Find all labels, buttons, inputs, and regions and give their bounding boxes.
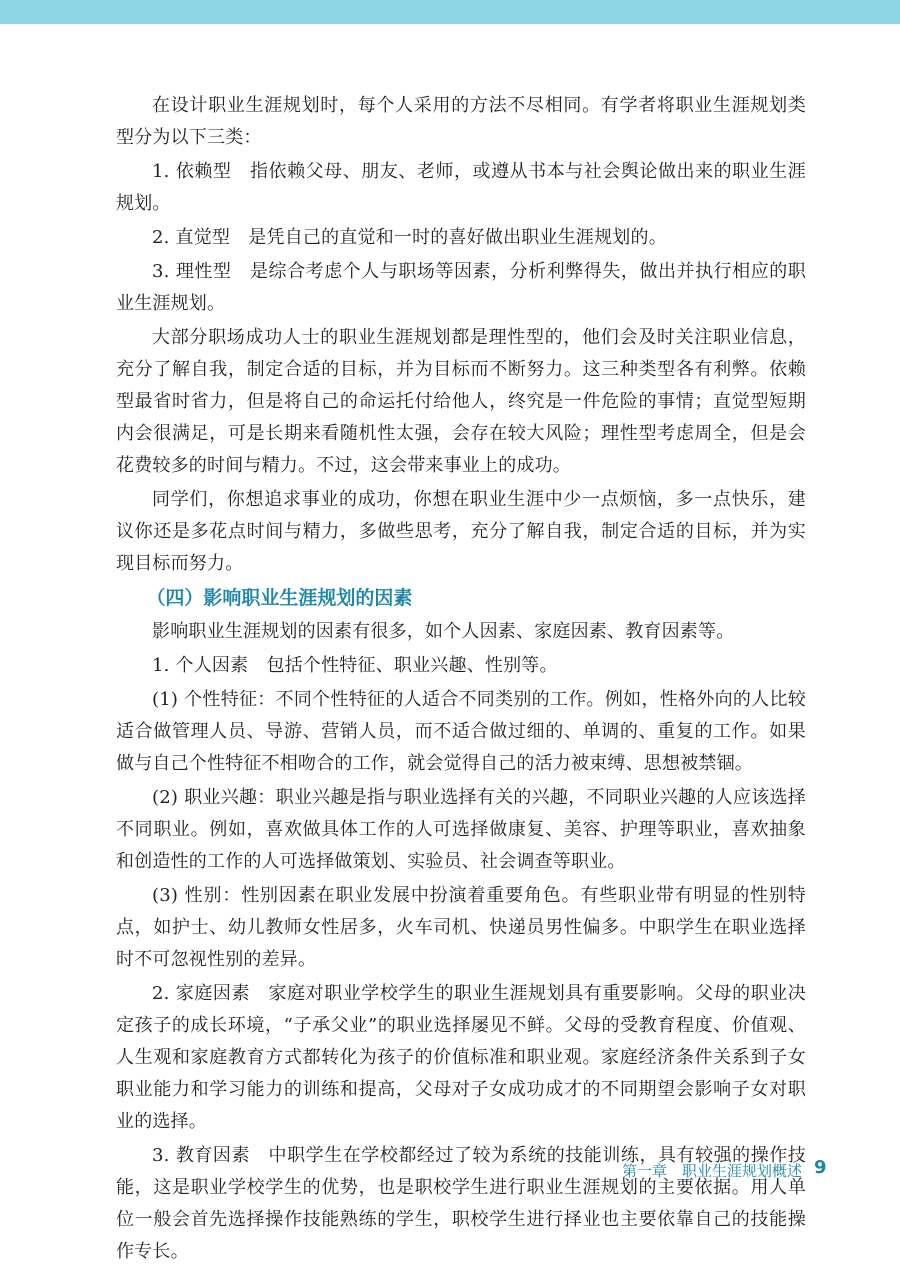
paragraph-factors-intro: 影响职业生涯规划的因素有很多，如个人因素、家庭因素、教育因素等。 — [152, 621, 735, 642]
paragraph-comparison: 大部分职场成功人士的职业生涯规划都是理性型的，他们会及时关注职业信息，充分了解自我，制定合适的目标，并为目标而不断努力。这三种类型各有利弊。依赖型最省时省力，但是将自己的命运托付给他人，终究是一件危险的事情；直觉型短期内会很满足，可是长期来看随机性太强，会存在较大风险；理性型考虑周全，但是会花费较多的时间与精力。不过，这会带来事业上的成功。 — [116, 327, 806, 476]
page-body — [116, 90, 806, 1270]
paragraph-type-dependent: 1. 依赖型 指依赖父母、朋友、老师，或遵从书本与社会舆论做出来的职业生涯规划。 — [116, 161, 806, 214]
paragraph-personality: (1) 个性特征：不同个性特征的人适合不同类别的工作。例如，性格外向的人比较适合做管理人员、导游、营销人员，而不适合做过细的、单调的、重复的工作。如果做与自己个性特征不相吻合的工作，就会觉得自己的活力被束缚、思想被禁锢。 — [116, 689, 806, 774]
paragraph-personal-factors: 1. 个人因素 包括个性特征、职业兴趣、性别等。 — [152, 655, 558, 676]
paragraph-intro: 在设计职业生涯规划时，每个人采用的方法不尽相同。有学者将职业生涯规划类型分为以下三类： — [116, 95, 806, 148]
paragraph-gender: (3) 性别：性别因素在职业发展中扮演着重要角色。有些职业带有明显的性别特点，如护士、幼儿教师女性居多，火车司机、快递员男性偏多。中职学生在职业选择时不可忽视性别的差异。 — [116, 885, 806, 970]
page-number: 9 — [814, 1157, 827, 1178]
top-color-band — [0, 0, 900, 24]
paragraph-interest: (2) 职业兴趣：职业兴趣是指与职业选择有关的兴趣，不同职业兴趣的人应该选择不同职业。例如，喜欢做具体工作的人可选择做康复、美容、护理等职业，喜欢抽象和创造性的工作的人可选择做策划、实验员、社会调查等职业。 — [116, 787, 806, 872]
paragraph-advice: 同学们，你想追求事业的成功，你想在职业生涯中少一点烦恼，多一点快乐，建议你还是多花点时间与精力，多做些思考，充分了解自我，制定合适的目标，并为实现目标而努力。 — [116, 489, 806, 574]
paragraph-type-intuitive: 2. 直觉型 是凭自己的直觉和一时的喜好做出职业生涯规划的。 — [152, 227, 667, 248]
page-footer — [0, 1156, 900, 1184]
section-heading: （四）影响职业生涯规划的因素 — [146, 587, 413, 609]
footer-chapter-title: 第一章 职业生涯规划概述 — [622, 1162, 803, 1180]
paragraph-education-factors: 3. 教育因素 中职学生在学校都经过了较为系统的技能训练，具有较强的操作技能，这是职业学校学生的优势，也是职校学生进行职业生涯规划的主要依据。用人单位一般会首先选择操作技能熟练的学生，职校学生进行择业也主要依靠自己的技能操作专长。 — [116, 1145, 806, 1262]
paragraph-family-factors: 2. 家庭因素 家庭对职业学校学生的职业生涯规划具有重要影响。父母的职业决定孩子的成长环境，“子承父业”的职业选择屡见不鲜。父母的受教育程度、价值观、人生观和家庭教育方式都转化为孩子的价值标准和职业观。家庭经济条件关系到子女职业能力和学习能力的训练和提高，父母对子女成功成才的不同期望会影响子女对职业的选择。 — [116, 983, 806, 1132]
paragraph-type-rational: 3. 理性型 是综合考虑个人与职场等因素，分析利弊得失，做出并执行相应的职业生涯规划。 — [116, 261, 806, 314]
